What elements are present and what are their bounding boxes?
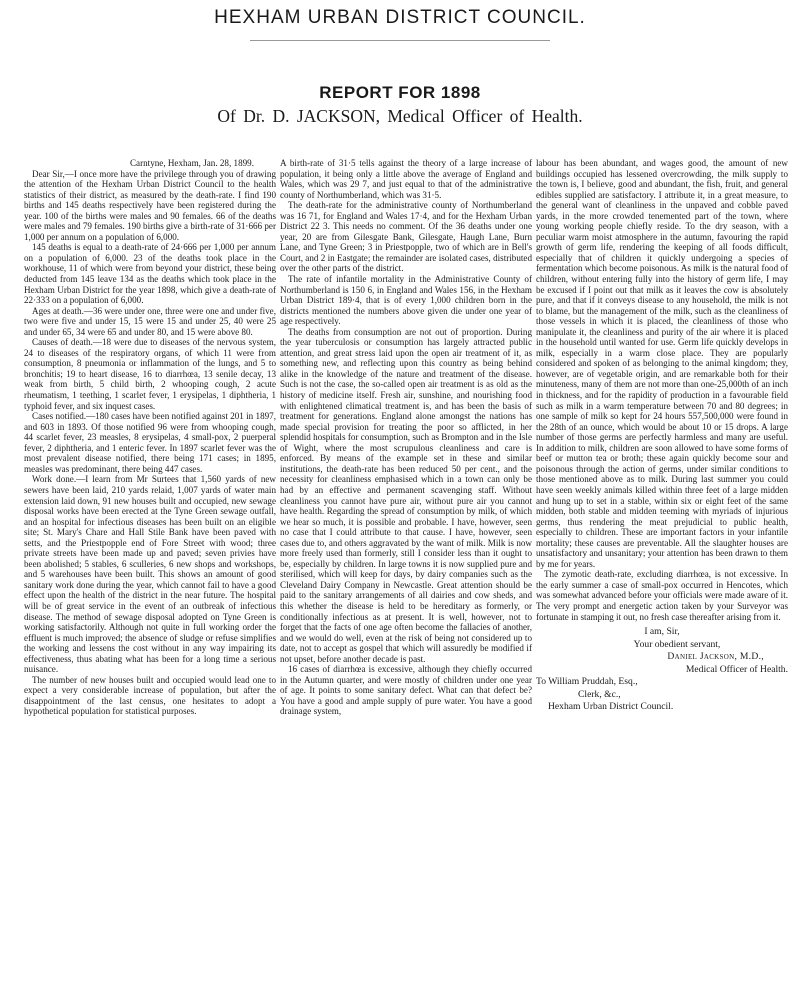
paragraph: 145 deaths is equal to a death-rate of 24·666 per 1,000 per annum on a population of 6,000. 23 of the deaths took place in the workhouse, 11 of which were from beyond your district, these being deducted from 145 leave 134 as the deaths which took place in the Hexham Urban District for the year 1898, which give a death-rate of 22·333 on a population of 6,000. (24, 242, 276, 306)
column-3 (536, 158, 788, 714)
paragraph: The deaths from consumption are not out of proportion. During the year tuberculosis or consumption has largely attracted public attention, and great stress laid upon the open air treatment of it, as something new, and reflecting upon this country as being behind alike in the knowledge of the nature and treatment of the disease. Such is not the case, the so-called open air treatment is as old as the history of medicine itself. Fresh air, sunshine, and nourishing food with enlightened climatical treatment is, and has been the basis of treatment for generations. England alone amongst the nations has made special provision for treating the poor so afflicted, in her splendid hospitals for consumption, such as Brompton and in the Isle of Wight, where the most scrupulous cleanliness and care is enforced. By means of the example set in these and similar institutions, the death-rate has been reduced 50 per cent., and the necessity for cleanliness emphasised which in a town can only be had by an effective and permanent scavenging staff. Without cleanliness you cannot have pure air, without pure air you cannot have health. Regarding the spread of consumption by milk, of which we hear so much, it is possible and probable. I have, however, seen no case that I could attribute to that cause. I have, however, seen cases due to, and others aggravated by the want of milk. Milk is now more freely used than formerly, still I consider less than it ought to be, especially by children. In large towns it is now supplied pure and sterilised, which will keep for days, by dairy companies such as the Cleveland Dairy Company in Newcastle. Great attention should be paid to the sanitary arrangements of all dairies and cow sheds, and this whether the disease is held to be hereditary as formerly, or conditionally infectious as at present. It is well, however, not to forget that the facts of one age often become the fallacies of another, and we would do well, even at the risk of being not considered up to date, not to accept as gospel that which will assuredly be modified if not upset, before another decade is past. (280, 326, 532, 664)
paragraph: The zymotic death-rate, excluding diarrhœa, is not excessive. In the early summer a case of small-pox occurred in Hencotes, which was somewhat advanced before your officials were made aware of it. The very prompt and energetic action taken by your Surveyor was fortunate in stamping it out, no fresh case thereafter arising from it. (536, 569, 788, 622)
letter-date: Carntyne, Hexham, Jan. 28, 1899. (129, 158, 254, 168)
addressee-role: Clerk, &c., (578, 688, 621, 700)
officer-line: Of Dr. D. JACKSON, Medical Officer of Health. (217, 106, 583, 126)
signoff-name: Daniel Jackson, M.D., (667, 651, 764, 663)
column-2 (280, 158, 532, 717)
paragraph: A birth-rate of 31·5 tells against the theory of a large increase of population, it being only a little above the average of England and Wales, which was 29 7, and just equal to that of the administrative county of Northumberland, which was 31·5. (280, 158, 532, 200)
council-title: HEXHAM URBAN DISTRICT COUNCIL. (214, 7, 586, 28)
paragraph: 16 cases of diarrhœa is excessive, although they chiefly occurred in the Autumn quarter, and were mostly of children under one year of age. It points to some sanitary defect. What can that defect be? You have a good and ample supply of pure water. You have a good drainage system, (280, 664, 532, 717)
signoff-closing: Your obedient servant, (633, 638, 721, 650)
paragraph: The rate of infantile mortality in the Administrative County of Northumberland is 150 6, in England and Wales 156, in the Hexham Urban District 189·4, that is of every 1,000 children born in the districts mentioned the numbers above given die under one year of age respectively. (280, 274, 532, 327)
addressee-name: To William Pruddah, Esq., (536, 676, 638, 688)
report-title: REPORT FOR 1898 (319, 83, 481, 102)
paragraph: Dear Sir,—I once more have the privilege through you of drawing the attention of the Hexham Urban District Council to the health statistics of their district, as measured by the death-rate. I find 190 births and 145 deaths respectively have been registered during the year. 100 of the births were males and 90 females. 66 of the deaths were males and 79 females. 190 births give a birth-rate of 31·666 per 1,000 per annum on a population of 6,000. (24, 168, 276, 242)
title-rule (250, 40, 550, 41)
paragraph: Cases notified.—180 cases have been notified against 201 in 1897, and 603 in 1893. Of those notified 96 were from whooping cough, 44 scarlet fever, 23 measles, 8 erysipelas, 4 small-pox, 2 puerperal fever, 2 diphtheria, and 1 enteric fever. In 1897 scarlet fever was the most prevalent disease notified, there being 171 cases; in 1895, measles was predominant, there being 447 cases. (24, 411, 276, 474)
column-1 (24, 158, 276, 717)
paragraph: Causes of death.—18 were due to diseases of the nervous system, 24 to diseases of the respiratory organs, of which 11 were from consumption, 8 pneumonia or inflammation of the lungs, and 5 to bronchitis; 19 to heart disease, 16 to diarrhœa, 13 senile decay, 13 weak from birth, 5 child birth, 2 whooping cough, 2 acute rheumatism, 1 teething, 1 scarlet fever, 1 erysipelas, 1 diphtheria, 1 typhoid fever, and six inquest cases. (24, 337, 276, 411)
paragraph: The death-rate for the administrative county of Northumberland was 16 71, for England and Wales 17·4, and for the Hexham Urban District 22 3. This needs no comment. Of the 36 deaths under one year, 20 are from Gilesgate Bank, Gilesgate, Haugh Lane, Burn Lane, and Tyne Green; 3 in Priestpopple, two of which are in Bell's Court, and 2 in Eastgate; the remainder are isolated cases, distributed over the other parts of the district. (280, 200, 532, 274)
signoff (536, 626, 788, 714)
paragraph: The number of new houses built and occupied would lead one to expect a very considerable increase of population, but after the disappointment of the last census, one hesitates to adopt a hypothetical population for statistical purposes. (24, 674, 276, 717)
signoff-salutation: I am, Sir, (644, 626, 680, 638)
paragraph: Work done.—I learn from Mr Surtees that 1,560 yards of new sewers have been laid, 210 yards relaid, 1,007 yards of water main extension laid down, 91 new houses built and occupied, new sewage disposal works have been erected at the Tyne Green sewage outfall, and an hospital for infectious diseases has been built on an eligible site; St. Mary's Chare and Hall Stile Bank have been paved with setts, and the Priestpopple end of Fore Street with wood; three private streets have been made up and paved; seven privies have been abolished; 5 stables, 6 sculleries, 6 new shops and workshops, and 5 warehouses have been built. This shows an amount of good sanitary work done during the year, which cannot fail to have a good effect upon the health of the district in the near future. The hospital will be of great service in the event of an outbreak of infectious disease. The method of sewage disposal adopted on Tyne Green is working satisfactorily. Although not quite in full working order the effluent is much improved; the absence of sludge or refuse simplifies the working and lessens the cost without in any way impairing its effectiveness, thus abating what has been for a long time a serious nuisance. (24, 474, 276, 675)
signoff-title: Medical Officer of Health. (685, 663, 788, 675)
paragraph: Ages at death.—36 were under one, three were one and under five, two were five and under 15, 15 were 15 and under 25, 40 were 25 and under 65, 34 were 65 and under 80, and 15 were above 80. (24, 305, 276, 337)
paragraph: labour has been abundant, and wages good, the amount of new buildings occupied has lessened overcrowding, the milk supply to the town is, I believe, good and abundant, the fish, fruit, and general edibles supplied are satisfactory. I attribute it, in a great measure, to the general want of cleanliness in the unpaved and cobble paved yards, in the more crowded tenemented part of the town, where young working people chiefly reside. To the dry season, with a peculiar warm moist atmosphere in the autumn, favouring the rapid growth of germ life, rendering the keeping of all foods difficult, especially that of children it quickly undergoing a species of fermentation which become poisonous. As milk is the natural food of children, without entering fully into the history of germ life, I may be excused if I point out that milk as it leaves the cow is absolutely pure, and that if it conveys disease to any household, the milk is not to blame, but the management of the milk, such as the cleanliness of those vessels in which it is placed, the cleanliness of those who manipulate it, the cleanliness and purity of the air where it is placed in the household until wanted for use. Germ life quickly develops in milk, especially in a warm close place. They are popularly considered and spoken of as belonging to the animal kingdom; they, however, are of vegetable origin, and are remarkable both for their minuteness, many of them are not more than one-25,000th of an inch in thickness, and for the rapidity of production in a favourable field such as milk in a warm temperature between 70 and 80 degrees; in one sample of milk so kept for 24 hours 557,500,000 were found in the 28th of an ounce, which would be about 10 or 15 drops. A large number of those germs are perfectly harmless and many are useful. In addition to milk, children are soon allowed to have some forms of beef or mutton tea or broth; these again quickly become sour and poisonous through the action of germs, under similar conditions to those mentioned above as to milk. During last summer you could have seen weekly animals killed within three feet of a large midden and hung up to set in a stable, within six or eight feet of the same midden, both stable and midden teeming with myriads of injurious germs, thus rendering the meat prejudicial to public health, especially to children. These are important factors in your infantile mortality; these causes are preventable. All the slaughter houses are unsatisfactory and unsanitary; your attention has been drawn to them by me for years. (536, 158, 788, 569)
addressee-org: Hexham Urban District Council. (548, 701, 674, 713)
